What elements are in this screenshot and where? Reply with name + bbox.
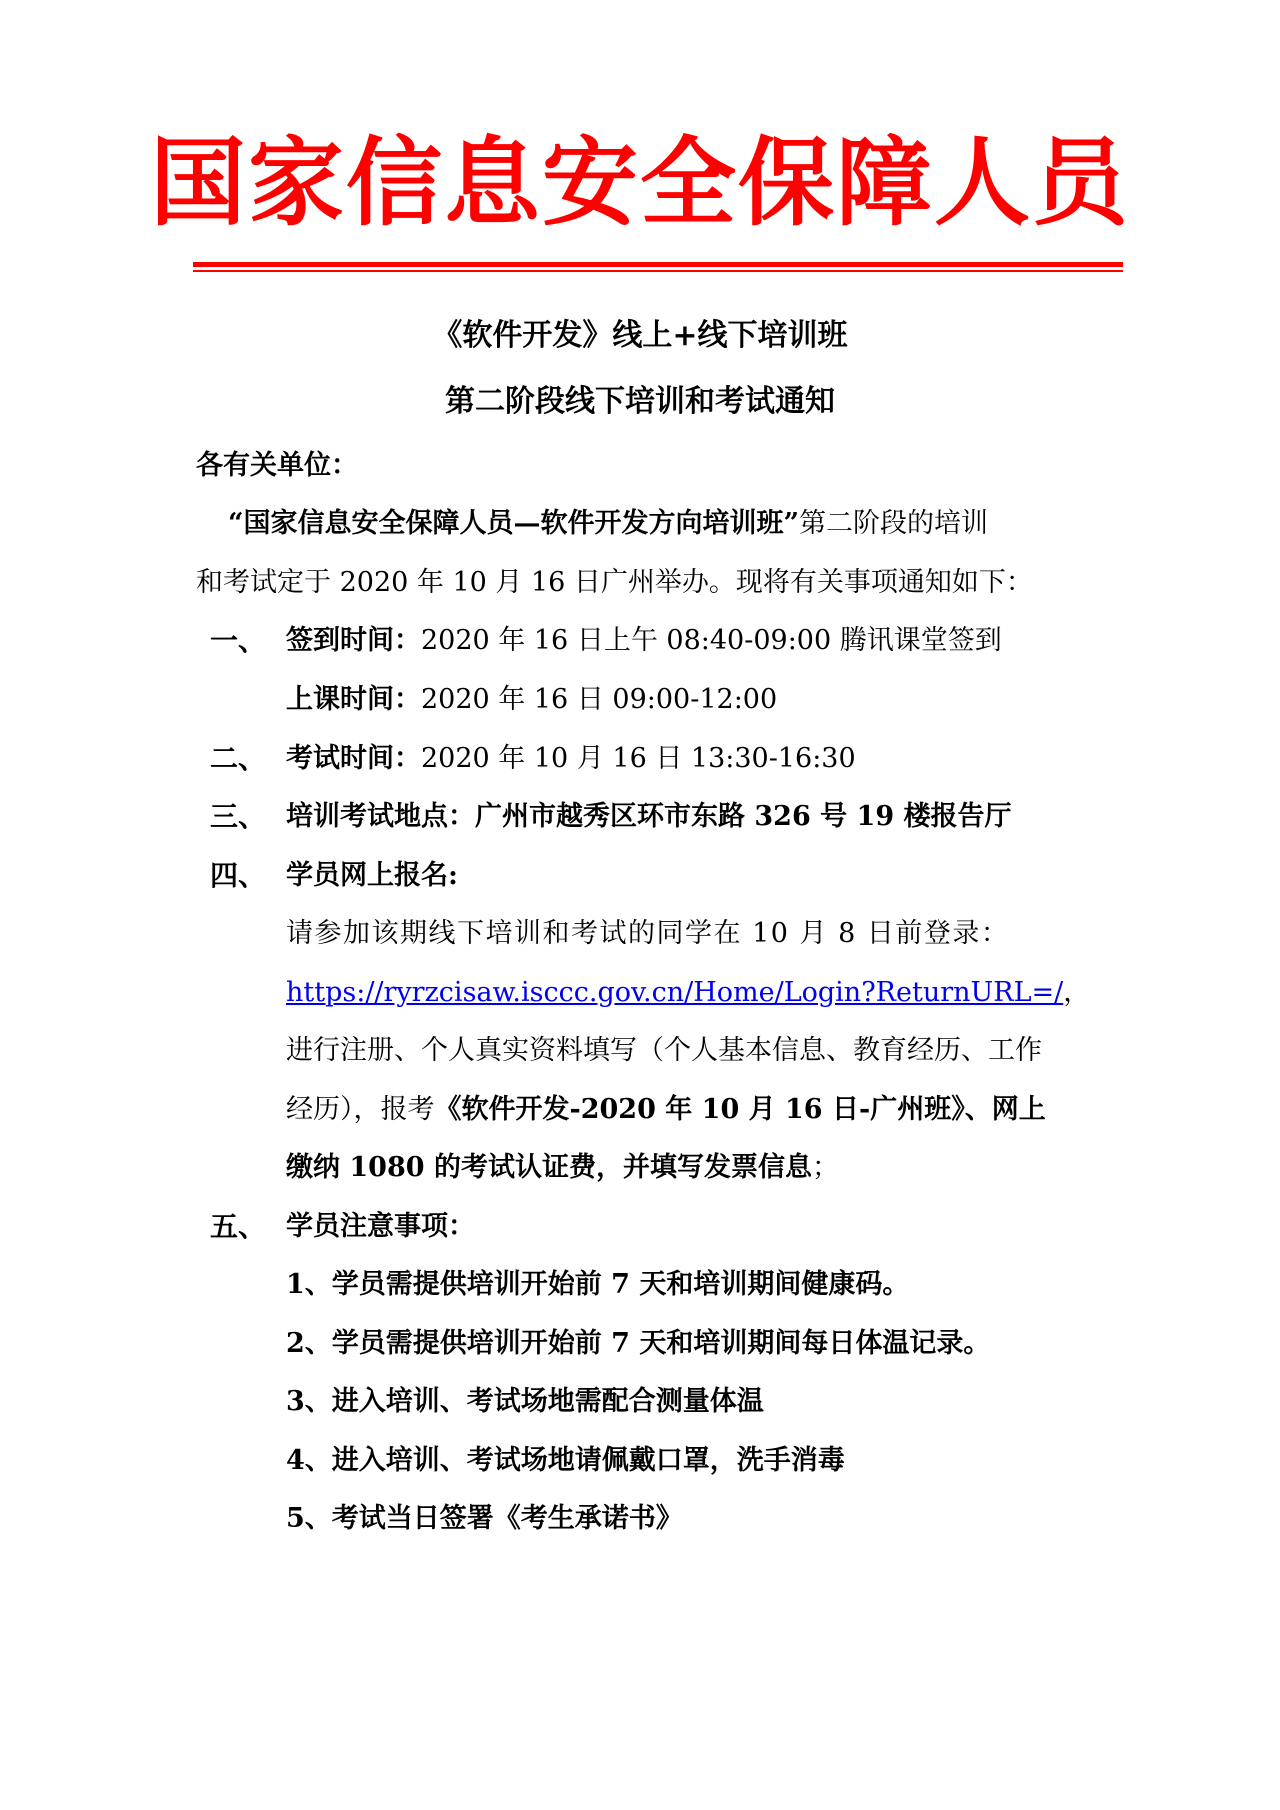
section-1-number: 一、 (210, 624, 267, 657)
masthead-divider-thick (193, 262, 1123, 267)
section-2-line (286, 739, 856, 779)
precaution-item: 2、学员需提供培训开始前 7 天和培训期间每日体温记录。 (286, 1328, 991, 1359)
exam-time-value: 2020 年 10 月 16 日 13:30-16:30 (421, 743, 856, 774)
class-time-label: 上课时间： (286, 684, 421, 715)
precaution-item: 5、考试当日签署《考生承诺书》 (286, 1503, 683, 1534)
registration-link[interactable]: https://ryrzcisaw.isccc.gov.cn/Home/Login?ReturnURL=/ (286, 977, 1064, 1008)
line4-plain: 经历），报考 (286, 1094, 435, 1125)
link-suffix: ， (1063, 977, 1091, 1008)
section-4-line3: 进行注册、个人真实资料填写（个人基本信息、教育经历、工作 (286, 1035, 1042, 1066)
section-4-line4 (286, 1090, 1046, 1130)
section-4-label: 学员网上报名: (286, 860, 458, 891)
section-2-number: 二、 (210, 742, 267, 775)
section-3-location: 培训考试地点：广州市越秀区环市东路 326 号 19 楼报告厅 (286, 801, 1012, 832)
section-5-number: 五、 (210, 1210, 267, 1243)
section-4-number: 四、 (210, 859, 267, 892)
intro-line2: 和考试定于 2020 年 10 月 16 日广州举办。现将有关事项通知如下： (196, 567, 1033, 598)
intro-rest: 第二阶段的培训 (799, 508, 989, 539)
intro-quote: “国家信息安全保障人员—软件开发方向培训班” (228, 508, 800, 539)
notice-title-line2: 第二阶段线下培训和考试通知 (445, 384, 835, 419)
section-4-line5 (286, 1148, 839, 1188)
line4-bold: 《软件开发-2020 年 10 月 16 日-广州班》、网上 (434, 1094, 1046, 1125)
precaution-item: 1、学员需提供培训开始前 7 天和培训期间健康码。 (286, 1269, 910, 1300)
class-time-value: 2020 年 16 日 09:00-12:00 (421, 684, 778, 715)
line5-plain: ； (811, 1152, 839, 1183)
section-1-line2 (286, 680, 777, 720)
section-3-number: 三、 (210, 800, 267, 833)
precaution-item: 3、进入培训、考试场地需配合测量体温 (286, 1386, 764, 1417)
salutation: 各有关单位： (196, 450, 358, 481)
section-1-line1 (286, 621, 1002, 661)
intro-line1 (228, 504, 988, 544)
exam-time-label: 考试时间： (286, 743, 421, 774)
section-5-label: 学员注意事项： (286, 1211, 475, 1242)
precaution-item: 4、进入培训、考试场地请佩戴口罩，洗手消毒 (286, 1445, 845, 1476)
checkin-value: 2020 年 16 日上午 08:40-09:00 腾讯课堂签到 (421, 625, 1002, 656)
notice-title-line1: 《软件开发》线上+线下培训班 (432, 318, 848, 353)
checkin-label: 签到时间： (286, 625, 421, 656)
masthead-divider-thin (193, 270, 1123, 272)
masthead-title: 国家信息安全保障人员 (150, 127, 1130, 239)
line5-bold: 缴纳 1080 的考试认证费，并填写发票信息 (286, 1152, 812, 1183)
section-4-line1: 请参加该期线下培训和考试的同学在 10 月 8 日前登录： (286, 918, 1010, 949)
section-4-link-line (286, 973, 1090, 1013)
